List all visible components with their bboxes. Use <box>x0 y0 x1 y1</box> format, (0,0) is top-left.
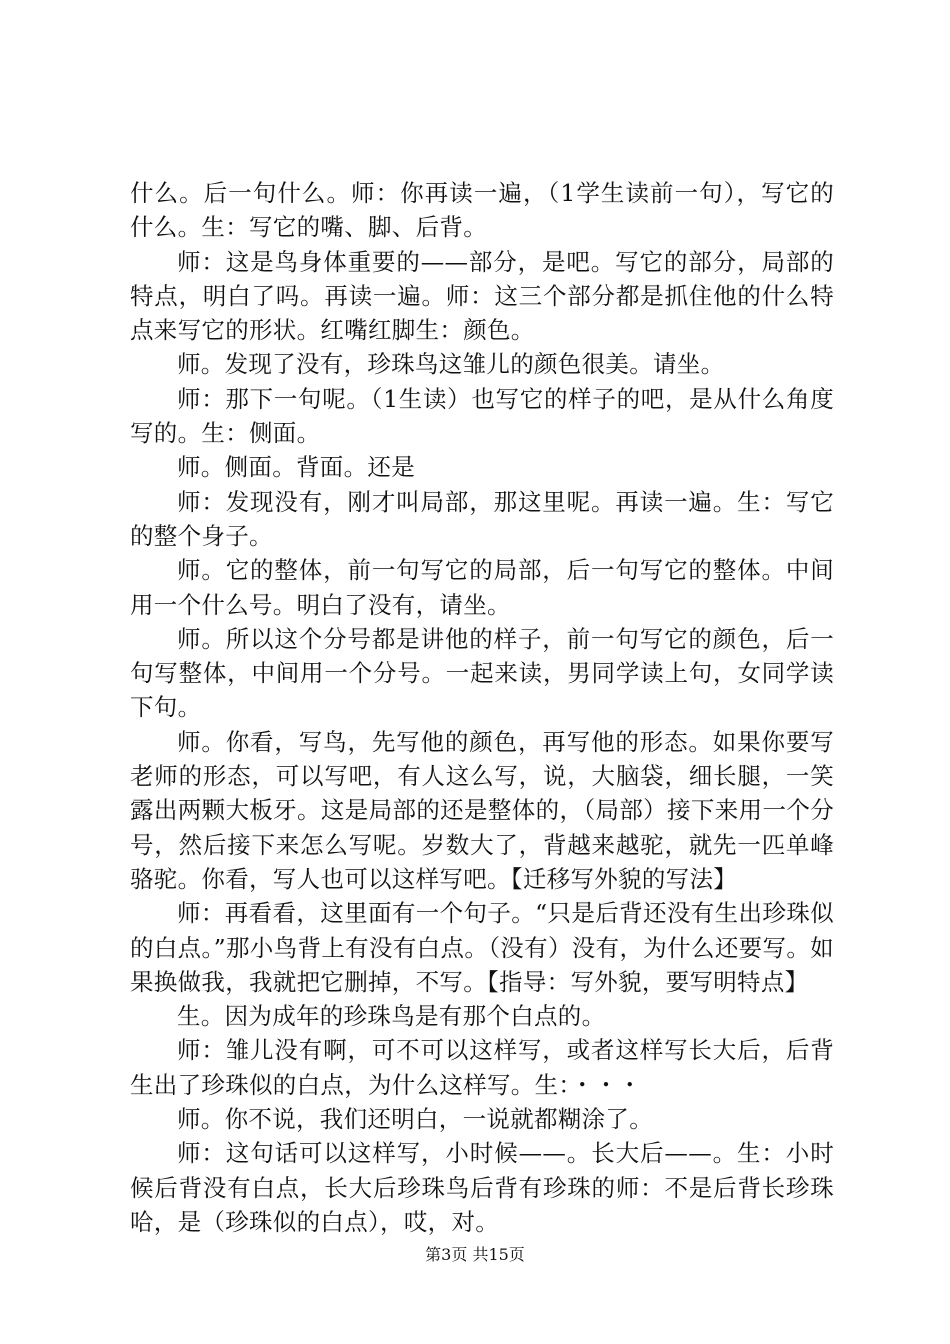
paragraph-12: 师：雏儿没有啊，可不可以这样写，或者这样写长大后，后背生出了珍珠似的白点，为什么这样写。生：・・・ <box>130 1036 834 1099</box>
paragraph-6: 师：发现没有，刚才叫局部，那这里呢。再读一遍。生：写它的整个身子。 <box>130 487 834 550</box>
paragraph-1: 什么。后一句什么。师：你再读一遍，（1学生读前一句），写它的什么。生：写它的嘴、脚、后背。 <box>130 179 834 242</box>
paragraph-10: 师：再看看，这里面有一个句子。“只是后背还没有生出珍珠似的白点。”那小鸟背上有没有白点。（没有）没有，为什么还要写。如果换做我，我就把它删掉，不写。【指导：写外貌，要写明特点】 <box>130 899 834 996</box>
paragraph-13: 师。你不说，我们还明白，一说就都糊涂了。 <box>177 1105 653 1134</box>
page-number-label: 第3页 共15页 <box>425 1245 525 1264</box>
paragraph-8: 师。所以这个分号都是讲他的样子，前一句写它的颜色，后一句写整体，中间用一个分号。一起来读，男同学读上句，女同学读下句。 <box>130 624 834 722</box>
paragraph-2: 师：这是鸟身体重要的——部分，是吧。写它的部分，局部的特点，明白了吗。再读一遍。师：这三个部分都是抓住他的什么特点来写它的形状。红嘴红脚生：颜色。 <box>130 247 834 345</box>
paragraph-3: 师。发现了没有，珍珠鸟这雏儿的颜色很美。请坐。 <box>177 350 725 379</box>
paragraph-5: 师。侧面。背面。还是 <box>177 453 415 482</box>
paragraph-9: 师。你看，写鸟，先写他的颜色，再写他的形态。如果你要写老师的形态，可以写吧，有人这么写，说，大脑袋，细长腿，一笑露出两颗大板牙。这是局部的还是整体的，（局部）接下来用一个分号，然后接下来怎么写呢。岁数大了，背越来越驼，就先一匹单峰骆驼。你看，写人也可以这样写吧。【迁移写外貌的写法】 <box>130 727 834 893</box>
paragraph-4: 师：那下一句呢。（1生读）也写它的样子的吧，是从什么角度写的。生：侧面。 <box>130 384 834 448</box>
paragraph-14: 师：这句话可以这样写，小时候——。长大后——。生：小时候后背没有白点，长大后珍珠鸟后背有珍珠的师：不是后背长珍珠哈，是（珍珠似的白点），哎，对。 <box>130 1139 834 1236</box>
body-text <box>130 176 834 1239</box>
paragraph-11: 生。因为成年的珍珠鸟是有那个白点的。 <box>177 1002 606 1031</box>
page-footer <box>0 1245 950 1265</box>
paragraph-7: 师。它的整体，前一句写它的局部，后一句写它的整体。中间用一个什么号。明白了没有，请坐。 <box>130 556 834 619</box>
